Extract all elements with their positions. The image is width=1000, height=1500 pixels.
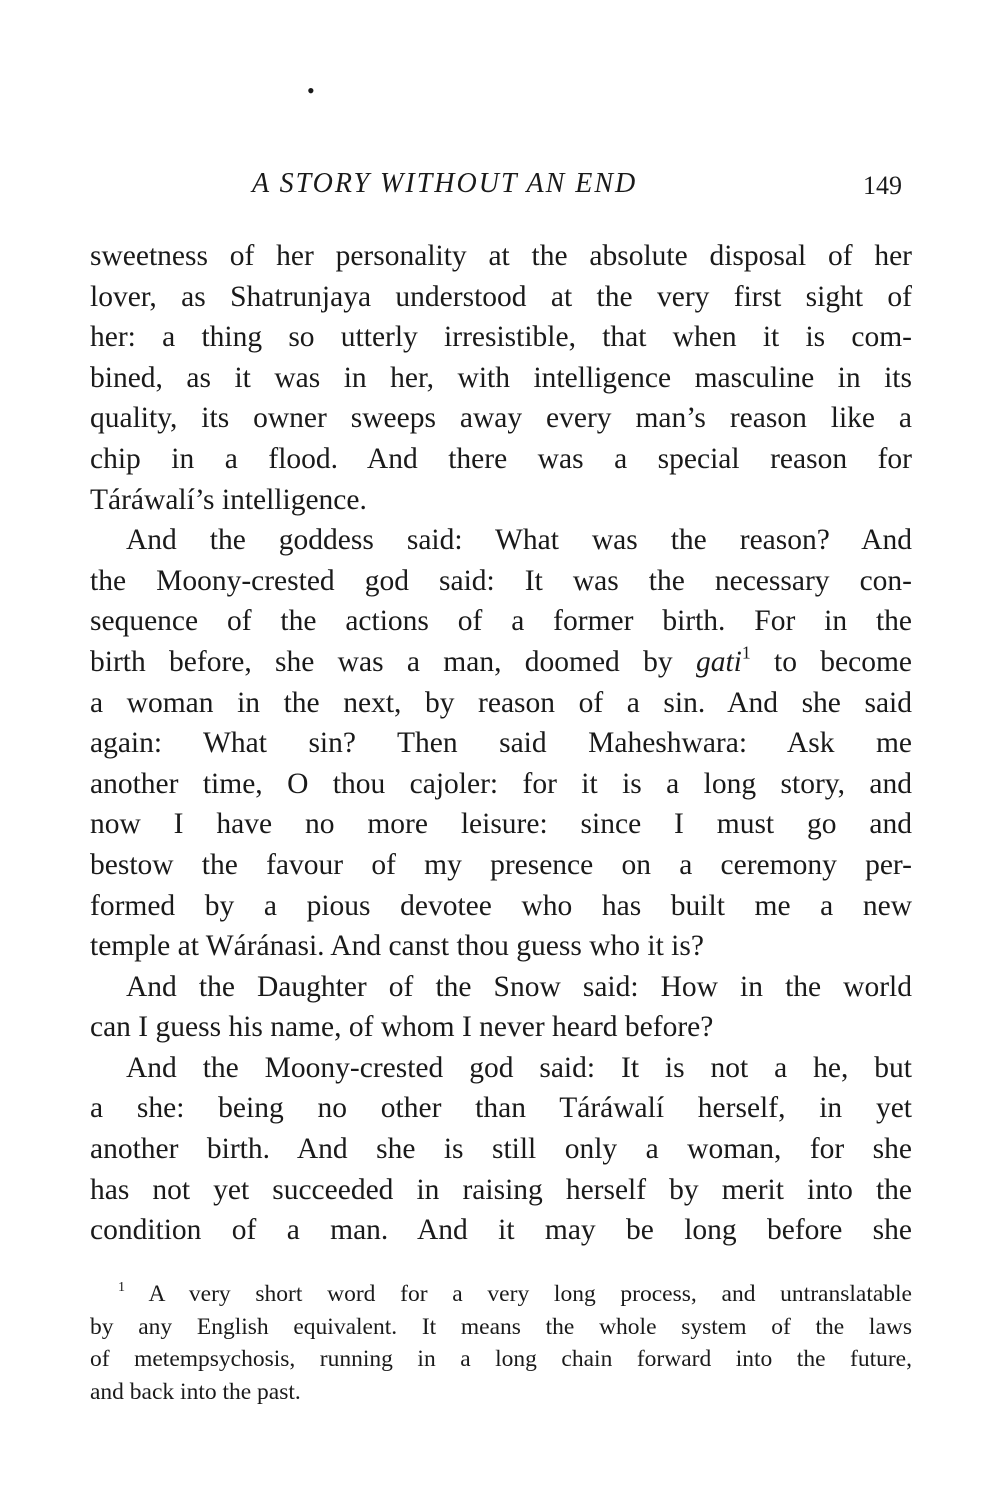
running-title: A STORY WITHOUT AN END: [252, 168, 638, 199]
footnote-marker: 1: [118, 1279, 126, 1296]
footnote-line: of metempsychosis, running in a long chain forward into the future,: [90, 1346, 912, 1372]
text-segment: birth before, she was a man, doomed by: [90, 645, 696, 678]
footnote-line: and back into the past.: [90, 1378, 301, 1405]
text-line: sequence of the actions of a former birth. For in the: [90, 605, 912, 638]
text-line: bined, as it was in her, with intelligence masculine in its: [90, 361, 912, 394]
text-line: And the Moony-crested god said: It is not a he, but: [126, 1051, 912, 1084]
text-line-with-footnote-ref: [90, 642, 912, 683]
text-line: now I have no more leisure: since I must go and: [90, 808, 912, 841]
text-line: another time, O thou cajoler: for it is a long story, and: [90, 767, 912, 800]
text-line: Táráwalí’s intelligence.: [90, 483, 367, 516]
text-line: And the goddess said: What was the reason? And: [126, 524, 912, 557]
footnote-text: A very short word for a very long process, and untranslatable: [148, 1281, 912, 1307]
text-line: her: a thing so utterly irresistible, that when it is com-: [90, 321, 912, 354]
text-line: another birth. And she is still only a woman, for she: [90, 1133, 912, 1166]
text-line: formed by a pious devotee who has built me a new: [90, 889, 912, 922]
text-segment: to become: [750, 645, 912, 678]
text-line: can I guess his name, of whom I never heard before?: [90, 1011, 714, 1044]
text-line: lover, as Shatrunjaya understood at the very first sight of: [90, 280, 912, 313]
page-number: 149: [863, 171, 902, 200]
text-line: chip in a flood. And there was a special reason for: [90, 442, 912, 475]
text-line: sweetness of her personality at the absolute disposal of her: [90, 240, 912, 272]
text-line: bestow the favour of my presence on a ceremony per-: [90, 848, 912, 881]
running-head: [90, 166, 910, 206]
footnote-ref: 1: [741, 642, 751, 663]
text-line: a she: being no other than Táráwalí herself, in yet: [90, 1092, 912, 1125]
text-line: a woman in the next, by reason of a sin. And she said: [90, 686, 912, 719]
body-text: [90, 236, 912, 1251]
text-line: again: What sin? Then said Maheshwara: Ask me: [90, 727, 912, 760]
text-line: the Moony-crested god said: It was the necessary con-: [90, 564, 912, 597]
text-line: And the Daughter of the Snow said: How in the world: [126, 970, 912, 1003]
page-mark: •: [307, 78, 315, 103]
text-line: quality, its owner sweeps away every man’s reason like a: [90, 402, 912, 435]
footnotes: [90, 1278, 912, 1408]
footnote-line: [90, 1278, 912, 1311]
footnote-line: by any English equivalent. It means the whole system of the laws: [90, 1313, 912, 1340]
italic-term: gati: [695, 645, 742, 678]
text-line: temple at Wáránasi. And canst thou guess who it is?: [90, 930, 704, 963]
text-line: has not yet succeeded in raising herself by merit into the: [90, 1173, 912, 1206]
text-line: condition of a man. And it may be long before she: [90, 1214, 912, 1247]
